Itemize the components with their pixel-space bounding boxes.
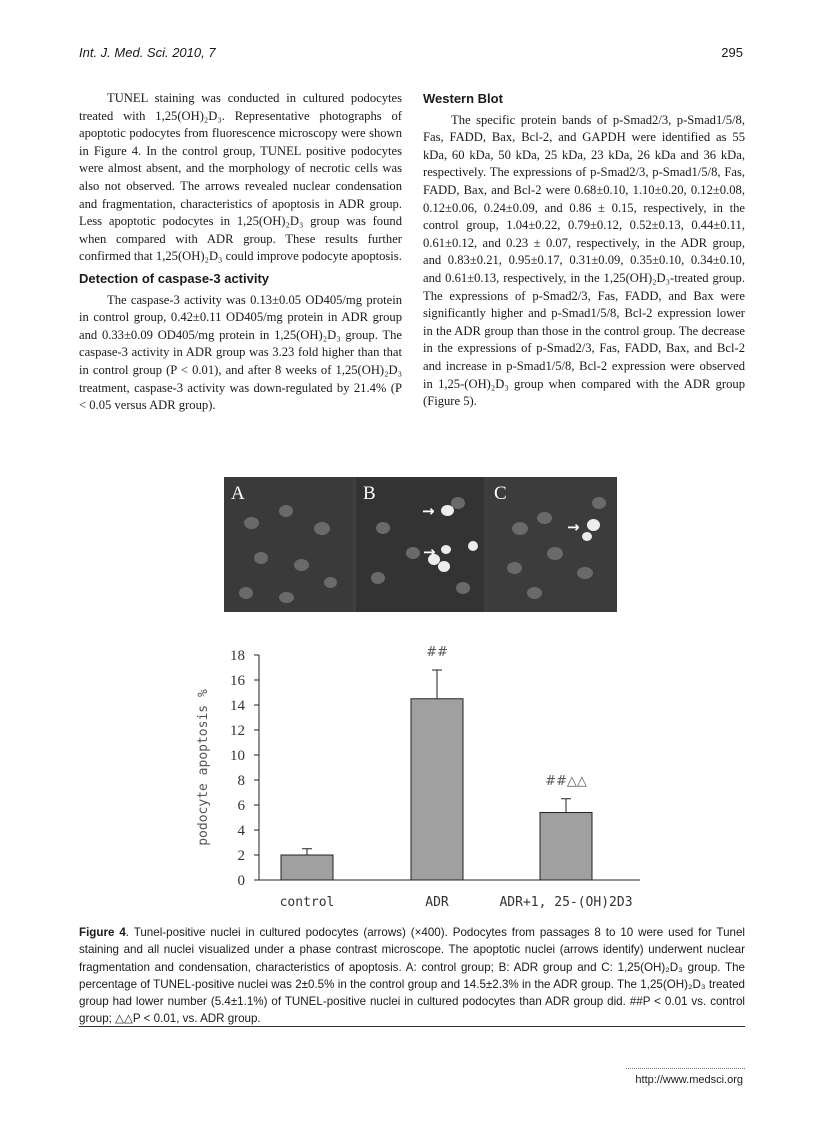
y-axis-title: podocyte apoptosis % (196, 689, 211, 846)
bar (281, 855, 333, 880)
y-tick-label: 14 (230, 698, 245, 714)
y-tick-label: 4 (237, 823, 245, 839)
bar (411, 699, 463, 880)
y-tick-label: 6 (237, 798, 245, 814)
arrow-icon: → (423, 543, 436, 561)
micrograph-panel-c (487, 477, 617, 612)
footer-divider (79, 1026, 745, 1027)
page-number: 295 (721, 45, 743, 60)
arrow-icon: → (422, 502, 435, 520)
tunel-paragraph: TUNEL staining was conducted in cultured podocytes treated with 1,25(OH)₂D₃. Representative photographs of apoptotic podocytes from fluorescence microscopy were shown in Figure 4. In the control group, TUNEL positive podocytes were almost absent, and the morphology of necrotic cells was also not observed. The arrows revealed nuclear condensation and fragmentation, characteristics of apoptosis in ADR group. Less apoptotic podocytes in 1,25(OH)₂D₃ group was found when compared with ADR group. These results further confirmed that 1,25(OH)₂D₃ could improve podocyte apoptosis. (79, 91, 402, 264)
micrograph-figure (224, 477, 617, 612)
panel-label-a: A (231, 483, 245, 504)
footer-dotted-line (626, 1068, 745, 1069)
footer-url: http://www.medsci.org (635, 1074, 743, 1086)
caspase-heading: Detection of caspase-3 activity (79, 270, 270, 286)
western-blot-paragraph: The specific protein bands of p-Smad2/3, p-Smad1/5/8, Fas, FADD, Bax, Bcl-2, and GAPDH were identified as 55 kDa, 60 kDa, 50 kDa, 25 kDa, 23 kDa, 26 kDa and 36 kDa, respectively. The expressions of p-Smad2/3, p-Smad1/5/8, Fas, FADD, Bax, and Bcl-2 were 0.68±0.10, 1.10±0.20, 0.12±0.08, 0.12±0.06, 0.24±0.09, and 0.86 ± 0.15, respectively, in the control group, 1.04±0.22, 0.79±0.12, 0.52±0.13, 0.44±0.11, 0.61±0.12, and 0.23 ± 0.07, respectively, in the ADR group, and 0.83±0.21, 0.95±0.17, 0.31±0.09, 0.35±0.10, 0.34±0.10, and 0.61±0.13, respectively, in the 1,25(OH)₂D₃-treated group. The expressions of p-Smad2/3, Fas, FADD, and Bax were significantly higher and p-Smad1/5/8, Bcl-2 expression lower in the ADR group than those in the control group. The decrease in the expressions of p-Smad2/3, Fas, FADD, Bax, and Bcl-2 and increase in p-Smad1/5/8, Bcl-2 expression were observed in 1,25-(OH)₂D₃ group when compared with the ADR group (Figure 5). (423, 112, 745, 409)
x-tick-label: ADR+1, 25-(OH)2D3 (499, 895, 633, 910)
western-blot-heading: Western Blot (423, 91, 503, 106)
y-tick-label: 0 (237, 873, 245, 889)
y-tick-label: 2 (237, 848, 245, 864)
y-tick-label: 16 (230, 673, 245, 689)
panel-label-c: C (494, 483, 507, 504)
figure-caption (79, 924, 745, 1028)
bar (540, 813, 592, 881)
micrograph-panel-b (356, 477, 484, 612)
x-tick-label: ADR (425, 895, 449, 910)
arrow-icon: → (567, 518, 580, 536)
significance-label: ## (426, 645, 448, 660)
y-tick-label: 8 (237, 773, 245, 789)
journal-header: Int. J. Med. Sci. 2010, 7 (79, 45, 216, 60)
panel-label-b: B (363, 483, 376, 504)
y-tick-label: 18 (230, 648, 245, 664)
figure-caption-text: . Tunel-positive nuclei in cultured podocytes (arrows) (×400). Podocytes from passages 8 to 10 were used for Tunel staining and all nuclei visualized under a phase contrast microscope. The apoptotic nuclei (arrows identify) underwent nuclear fragmentation and condensation, characteristics of apoptosis. A: control group; B: ADR group and C: 1,25(OH)₂D₃ group. The percentage of TUNEL-positive nuclei was 2±0.5% in the control group and 14.5±2.3% in the ADR group. The 1,25(OH)₂D₃ treated group had lower number (5.4±1.1%) of TUNEL-positive nuclei in cultured podocytes than ADR group did. ##P < 0.01 vs. control group; △△P < 0.01, vs. ADR group. (79, 926, 745, 1026)
x-tick-label: control (279, 895, 335, 910)
y-tick-label: 10 (230, 748, 245, 764)
significance-label: ##△△ (545, 773, 587, 789)
right-column (423, 90, 745, 411)
caspase-paragraph: The caspase-3 activity was 0.13±0.05 OD405/mg protein in control group, 0.42±0.11 OD405/mg protein in ADR group and 0.33±0.09 OD405/mg protein in 1,25(OH)₂D₃ group. The caspase-3 activity in ADR group was 3.23 fold higher than that in control group (P < 0.01), and after 8 weeks of 1,25(OH)₂D₃ treatment, caspase-3 activity was down-regulated by 21.4% (P < 0.05 versus ADR group). (79, 292, 402, 413)
micrograph-panel-a (224, 477, 353, 612)
apoptosis-bar-chart (190, 640, 650, 915)
y-tick-label: 12 (230, 723, 245, 739)
figure-label: Figure 4 (79, 926, 126, 939)
left-column (79, 90, 402, 415)
